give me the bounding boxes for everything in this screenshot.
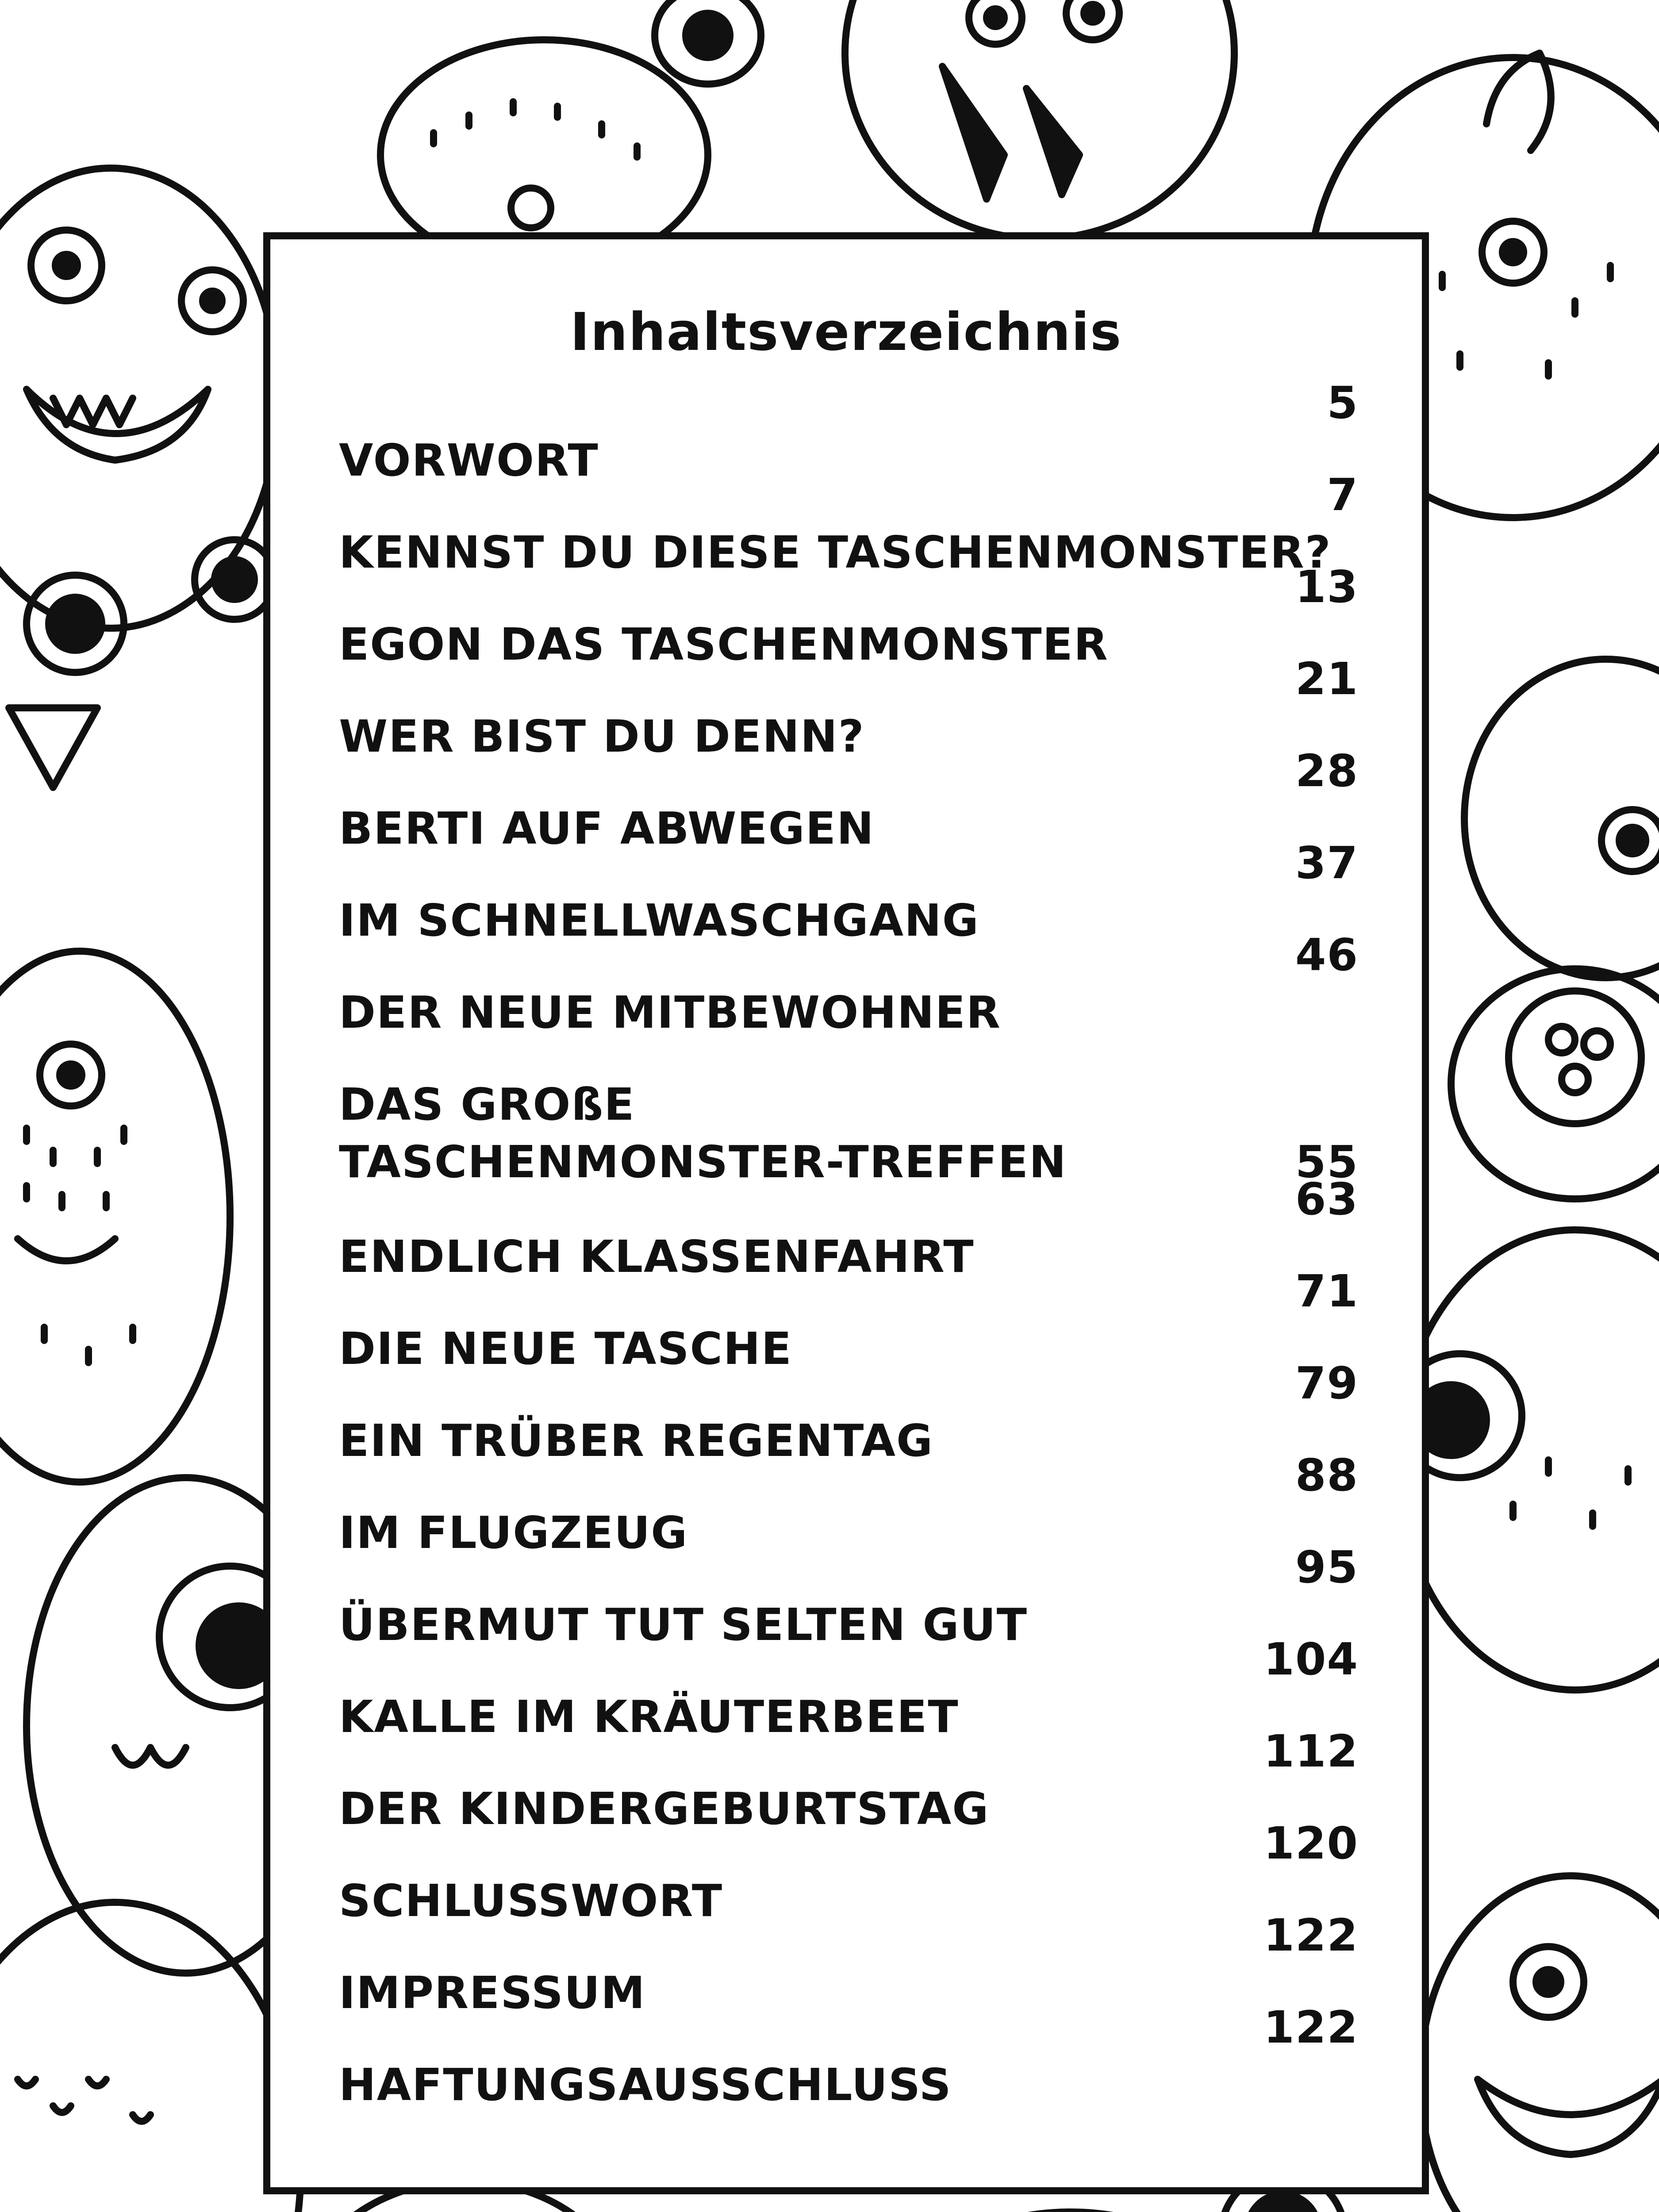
- toc-entry-page: 112: [1263, 1725, 1359, 1777]
- toc-entry-page: 7: [1327, 469, 1359, 521]
- toc-entry-title: WER BIST DU DENN?: [339, 710, 865, 762]
- monster-doodle-icon: [1451, 969, 1659, 1199]
- toc-entry-page: 55: [1295, 1136, 1359, 1188]
- monster-doodle-icon: [9, 540, 274, 787]
- toc-entry-title: EGON DAS TASCHENMONSTER: [339, 618, 1109, 670]
- toc-entry-title: IM FLUGZEUG: [339, 1507, 688, 1559]
- table-of-contents-panel: [263, 232, 1429, 2194]
- toc-entry-title: KALLE IM KRÄUTERBEET: [339, 1691, 959, 1743]
- toc-entry-page: 28: [1295, 745, 1359, 797]
- toc-entry-page: 21: [1295, 653, 1359, 705]
- toc-entry-title: SCHLUSSWORT: [339, 1875, 723, 1927]
- toc-entry-page: 46: [1295, 929, 1359, 981]
- monster-doodle-icon: [1464, 659, 1659, 978]
- toc-entry-title: KENNST DU DIESE TASCHENMONSTER?: [339, 526, 1332, 578]
- toc-entry-page: 122: [1263, 2001, 1359, 2053]
- toc-entry-title: ÜBERMUT TUT SELTEN GUT: [339, 1599, 1028, 1651]
- toc-entry-title: DER KINDERGEBURTSTAG: [339, 1783, 990, 1835]
- toc-entry-title: BERTI AUF ABWEGEN: [339, 803, 875, 854]
- page-title: Inhaltsverzeichnis: [570, 301, 1122, 362]
- monster-doodle-icon: [655, 0, 761, 84]
- toc-entry-title: ENDLICH KLASSENFAHRT: [339, 1231, 975, 1283]
- monster-doodle-icon: [1420, 1876, 1659, 2212]
- toc-entry-page: 95: [1295, 1541, 1359, 1593]
- toc-entry-title: DAS GROßE TASCHENMONSTER-TREFFEN: [339, 1079, 1067, 1188]
- toc-entry-title: HAFTUNGSAUSSCHLUSS: [339, 2059, 952, 2111]
- toc-entry[interactable]: [339, 1076, 1359, 1191]
- toc-entry-page: 5: [1327, 377, 1359, 429]
- toc-entry-page: 37: [1295, 837, 1359, 889]
- toc-entry-page: 88: [1295, 1449, 1359, 1501]
- toc-entry-page: 63: [1295, 1173, 1359, 1225]
- monster-doodle-icon: [0, 951, 230, 1482]
- toc-entry-title: DER NEUE MITBEWOHNER: [339, 987, 1001, 1038]
- toc-entry-page: 122: [1263, 1909, 1359, 1961]
- toc-entry-page: 13: [1295, 561, 1359, 613]
- toc-entry-title: IMPRESSUM: [339, 1967, 646, 2019]
- toc-entry-title: EIN TRÜBER REGENTAG: [339, 1415, 934, 1467]
- toc-entry-title: DIE NEUE TASCHE: [339, 1323, 792, 1375]
- toc-entry-page: 120: [1263, 1817, 1359, 1869]
- toc-entry-title: IM SCHNELLWASCHGANG: [339, 895, 979, 946]
- monster-doodle-icon: [1398, 1230, 1659, 1690]
- toc-entry-title: VORWORT: [339, 434, 599, 486]
- toc-entry-page: 104: [1263, 1633, 1359, 1685]
- toc-entry-page: 79: [1295, 1357, 1359, 1409]
- toc-entry-page: 71: [1295, 1265, 1359, 1317]
- monster-doodle-icon: [845, 0, 1234, 239]
